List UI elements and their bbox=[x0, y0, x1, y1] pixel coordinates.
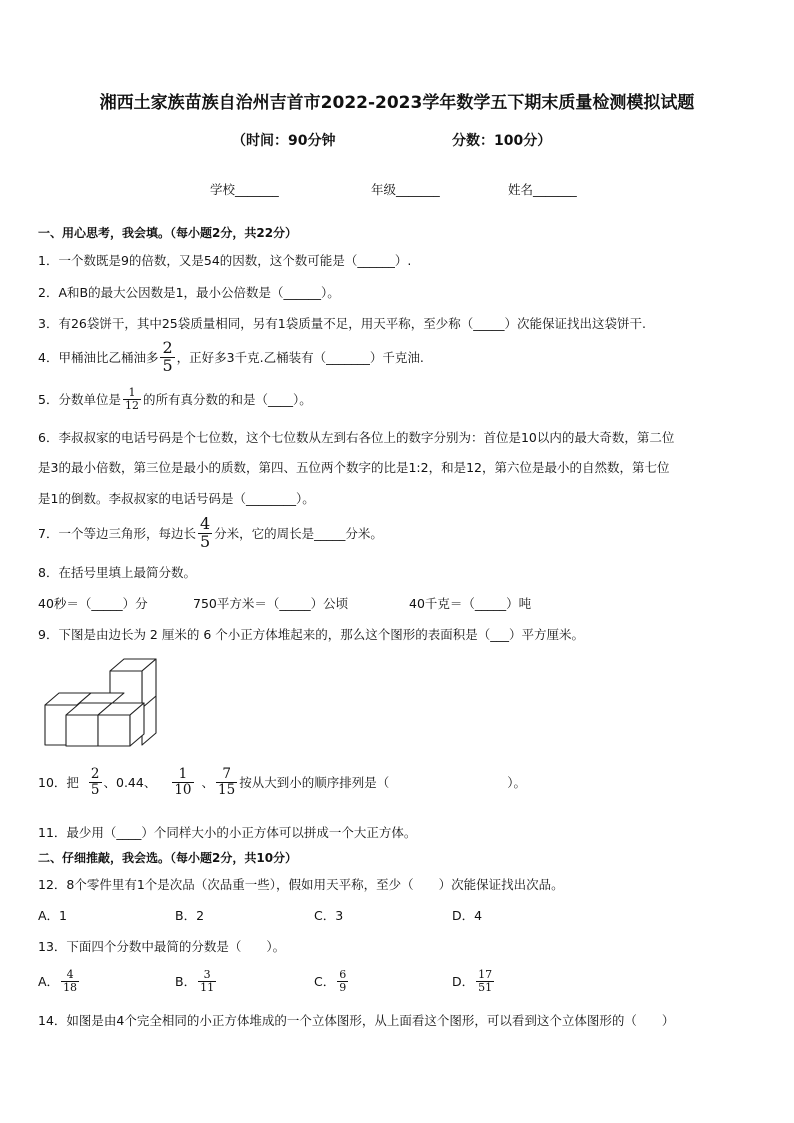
question-6-line-1: 6．李叔叔家的电话号码是个七位数，这个七位数从左到右各位上的数字分别为：首位是10以内的最大奇数，第二位 bbox=[38, 430, 675, 445]
question-8: 8．在括号里填上最简分数。 bbox=[38, 565, 196, 580]
q5-text-post: 的所有真分数的和是（____）。 bbox=[142, 392, 312, 407]
q5-num: 1 bbox=[128, 385, 136, 399]
name-blank: _______ bbox=[533, 182, 577, 197]
q13-d-fraction bbox=[476, 969, 494, 993]
q10-fraction-3 bbox=[216, 767, 237, 796]
grade-label: 年级 bbox=[371, 182, 397, 197]
q5-fraction bbox=[123, 387, 141, 411]
question-7 bbox=[38, 514, 383, 552]
q13-option-b[interactable] bbox=[175, 960, 218, 1002]
q13-a-num: 4 bbox=[66, 967, 74, 981]
school-label: 学校 bbox=[210, 182, 236, 197]
q13-d-den: 51 bbox=[478, 980, 493, 994]
q4-text-pre: 4．甲桶油比乙桶油多 bbox=[38, 350, 159, 365]
q4-num: 2 bbox=[162, 337, 173, 357]
q7-den: 5 bbox=[199, 531, 211, 551]
question-14: 14．如图是由4个完全相同的小正方体堆成的一个立体图形，从上面看这个图形，可以看到这个立体图形的（ ） bbox=[38, 1013, 675, 1028]
q10-sep-2: 、 bbox=[201, 775, 215, 790]
q13-b-fraction bbox=[198, 969, 216, 993]
q13-b-num: 3 bbox=[203, 967, 211, 981]
q13-option-d[interactable] bbox=[452, 960, 496, 1002]
q5-text-pre: 5．分数单位是 bbox=[38, 392, 121, 407]
q10-fraction-1 bbox=[89, 767, 102, 796]
q13-d-num: 17 bbox=[478, 967, 493, 981]
q7-text-post: 分米，它的周长是_____分米。 bbox=[214, 526, 383, 541]
q12-option-d[interactable]: D．4 bbox=[452, 908, 483, 923]
exam-time: （时间：90分钟 bbox=[232, 133, 336, 149]
q7-text-pre: 7．一个等边三角形，每边长 bbox=[38, 526, 196, 541]
question-9: 9．下图是由边长为 2 厘米的 6 个小正方体堆起来的，那么这个图形的表面积是（___）平方厘米。 bbox=[38, 627, 585, 642]
question-5 bbox=[38, 384, 312, 414]
question-10 bbox=[38, 759, 526, 805]
q10-text-pre: 10．把 bbox=[38, 775, 79, 790]
question-2: 2．A和B的最大公因数是1，最小公倍数是（______）。 bbox=[38, 285, 340, 300]
name-field[interactable] bbox=[508, 180, 577, 198]
q13-c-label: C． bbox=[314, 974, 336, 989]
q5-den: 12 bbox=[124, 398, 139, 412]
q13-c-den: 9 bbox=[339, 980, 347, 994]
cube-stack-figure bbox=[40, 655, 165, 751]
grade-blank: _______ bbox=[396, 182, 440, 197]
question-4 bbox=[38, 338, 424, 376]
q13-c-num: 6 bbox=[339, 967, 347, 981]
q4-fraction bbox=[160, 337, 174, 375]
q4-text-post: ，正好多3千克.乙桶装有（_______）千克油. bbox=[176, 350, 424, 365]
question-11: 11．最少用（____）个同样大小的小正方体可以拼成一个大正方体。 bbox=[38, 825, 417, 840]
q12-option-b[interactable]: B．2 bbox=[175, 908, 205, 923]
q8-item-1: 40秒＝（_____）分 bbox=[38, 596, 148, 611]
exam-title: 湘西土家族苗族自治州吉首市2022-2023学年数学五下期末质量检测模拟试题 bbox=[99, 93, 695, 113]
q10-text-end: ）。 bbox=[507, 775, 527, 790]
section2-title: 二、仔细推敲，我会选。（每小题2分，共10分） bbox=[38, 851, 298, 865]
q13-b-den: 11 bbox=[200, 980, 215, 994]
q13-a-fraction bbox=[61, 969, 79, 993]
school-field[interactable] bbox=[210, 180, 279, 198]
exam-score: 分数：100分） bbox=[452, 133, 552, 149]
grade-field[interactable] bbox=[371, 180, 440, 198]
q7-fraction bbox=[198, 513, 212, 551]
question-13: 13．下面四个分数中最简的分数是（ ）。 bbox=[38, 939, 286, 954]
q13-option-a[interactable] bbox=[38, 960, 81, 1002]
q10-f2-den: 10 bbox=[174, 781, 192, 798]
section1-title: 一、用心思考，我会填。（每小题2分，共22分） bbox=[38, 226, 298, 240]
q10-sep-1: 、0.44、 bbox=[103, 775, 157, 790]
q10-f2-num: 1 bbox=[178, 766, 188, 783]
q13-b-label: B． bbox=[175, 974, 197, 989]
name-label: 姓名 bbox=[508, 182, 534, 197]
q13-d-label: D． bbox=[452, 974, 475, 989]
q10-text-post: 按从大到小的顺序排列是（ bbox=[239, 775, 390, 790]
q8-item-2: 750平方米＝（_____）公顷 bbox=[193, 596, 349, 611]
q4-den: 5 bbox=[162, 355, 173, 375]
question-12: 12．8个零件里有1个是次品（次品重一些），假如用天平称，至少（ ）次能保证找出次品。 bbox=[38, 877, 564, 892]
question-1: 1．一个数既是9的倍数，又是54的因数，这个数可能是（______）. bbox=[38, 253, 412, 268]
question-6-line-2: 是3的最小倍数，第三位是最小的质数，第四、五位两个数字的比是1:2，和是12，第六位是最小的自然数，第七位 bbox=[38, 460, 670, 475]
q8-item-3: 40千克＝（_____）吨 bbox=[409, 596, 532, 611]
q13-c-fraction bbox=[337, 969, 348, 993]
q12-option-a[interactable]: A．1 bbox=[38, 908, 68, 923]
q13-a-den: 18 bbox=[63, 980, 78, 994]
q13-option-c[interactable] bbox=[314, 960, 350, 1002]
q7-num: 4 bbox=[199, 513, 211, 533]
question-3: 3．有26袋饼干，其中25袋质量相同，另有1袋质量不足，用天平称，至少称（_____）次能保证找出这袋饼干. bbox=[38, 316, 646, 331]
q10-f1-num: 2 bbox=[90, 766, 100, 783]
q10-fraction-2 bbox=[172, 767, 193, 796]
q10-f1-den: 5 bbox=[90, 781, 100, 798]
q10-f3-den: 15 bbox=[218, 781, 236, 798]
q13-a-label: A． bbox=[38, 974, 60, 989]
school-blank: _______ bbox=[235, 182, 279, 197]
q12-option-c[interactable]: C．3 bbox=[314, 908, 344, 923]
q10-f3-num: 7 bbox=[222, 766, 231, 783]
question-6-line-3: 是1的倒数。李叔叔家的电话号码是（________）。 bbox=[38, 491, 315, 506]
